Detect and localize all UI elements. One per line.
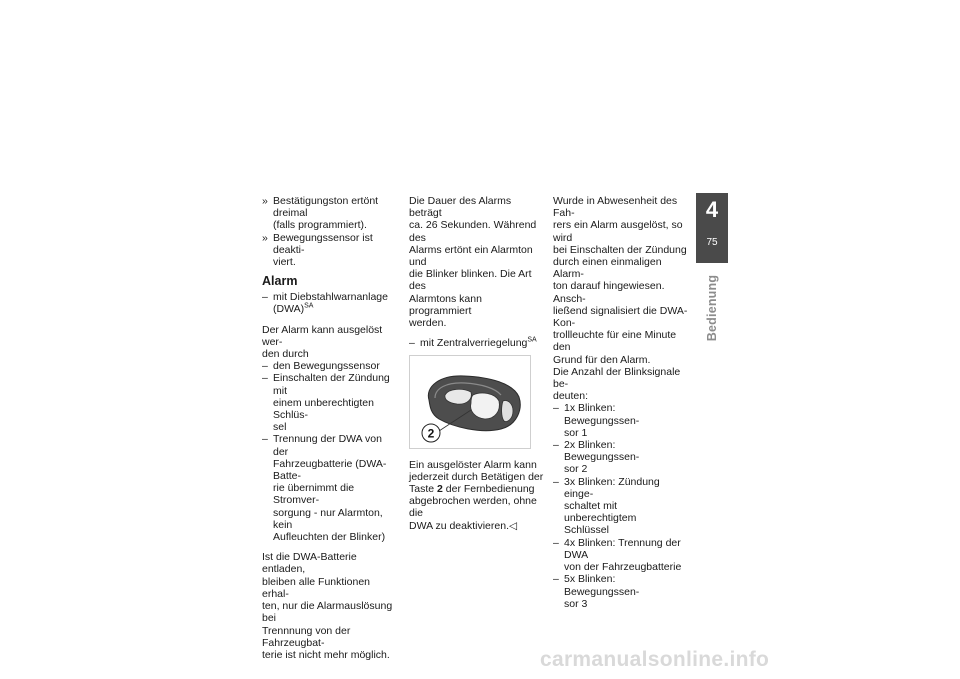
list-item: – 2x Blinken: Bewegungssen- sor 2 <box>553 439 640 476</box>
key-fob-button-2 <box>471 393 500 419</box>
dash-marker: – <box>262 360 268 373</box>
list-item: – 3x Blinken: Zündung einge- schaltet mit unberechtigtem Schlüssel <box>553 475 660 537</box>
zv-item: – mit Zentralverriegelung$^{SA}$ <box>409 336 537 350</box>
column-left <box>262 195 398 661</box>
end-mark-icon: ◁ <box>509 519 518 532</box>
signal-count-paragraph: Die Anzahl der Blinksignale be- deuten: <box>553 365 681 403</box>
absence-paragraph: Wurde in Abwesenheit des Fah- rers ein Alarm ausgelöst, so wird bei Einschalten der Zündung durch einen einmaligen Alarm- ton darauf hingewiesen. Ansch- ließend signalisiert die DWA-Kon- trollleuchte für eine Minute den Grund für den Alarm. <box>553 195 688 366</box>
page-number: 75 <box>706 237 718 248</box>
duration-paragraph: Die Dauer des Alarms beträgt ca. 26 Sekunden. Während des Alarms ertönt ein Alarmton und die Blinker blinken. Die Art des Alarmtons kann programmiert werden. <box>409 195 537 330</box>
alarm-intro: Der Alarm kann ausgelöst wer- den durch <box>262 323 383 361</box>
dash-marker: – <box>262 372 268 385</box>
dash-marker: – <box>262 291 268 304</box>
bullet-marker: » <box>262 195 268 207</box>
dash-marker: – <box>553 402 559 415</box>
sa-superscript: SA <box>304 302 314 310</box>
column-right <box>553 195 689 610</box>
bullet-item: » Bewegungssensor ist deakti- viert. <box>262 231 373 269</box>
alarm-causes-list <box>262 360 398 543</box>
cancel-paragraph: Ein ausgelöster Alarm kann jederzeit durch Betätigen der Taste 2 der Fernbedienung abgebrochen werden, ohne die DWA zu deaktivieren.◁ <box>409 458 544 532</box>
dash-marker: – <box>553 536 559 549</box>
battery-paragraph: Ist die DWA-Batterie entladen, bleiben alle Funktionen erhal- ten, nur die Alarmauslösung bei Trennnung von der Fahrzeugbat- terie ist nicht mehr möglich. <box>262 551 393 661</box>
column-middle <box>409 195 545 532</box>
chapter-number: 4 <box>705 197 719 222</box>
key-reference: 2 <box>437 483 443 496</box>
section-heading-alarm: Alarm <box>262 274 298 289</box>
key-fob-figure <box>409 355 531 449</box>
list-item: – 1x Blinken: Bewegungssen- sor 1 <box>553 402 640 439</box>
list-item: – Trennung der DWA von der Fahrzeugbatterie (DWA-Batte- rie übernimmt die Stromver- sorgung - nur Alarmton, kein Aufleuchten der Blinker) <box>262 433 387 544</box>
sa-superscript: SA <box>527 336 537 344</box>
bullet-marker: » <box>262 231 268 244</box>
dash-marker: – <box>553 475 559 488</box>
chapter-tab <box>696 193 728 273</box>
sa-item: – mit Diebstahlwarnanlage (DWA)$^{SA}$ <box>262 291 388 316</box>
watermark: carmanualsonline.info <box>540 648 770 671</box>
key-fob-button-1 <box>445 390 472 405</box>
dash-marker: – <box>409 337 415 350</box>
signal-list <box>553 402 689 609</box>
list-item: – Einschalten der Zündung mit einem unberechtigten Schlüs- sel <box>262 372 390 434</box>
status-bullet-list <box>262 195 398 268</box>
list-item: – 5x Blinken: Bewegungssen- sor 3 <box>553 573 640 610</box>
key-fob-button-3 <box>502 401 513 422</box>
bullet-item: » Bestätigungston ertönt dreimal (falls programmiert). <box>262 195 379 232</box>
dash-marker: – <box>262 433 268 446</box>
callout-label-2: 2 <box>427 426 435 441</box>
chapter-title: Bedienung <box>705 274 719 342</box>
dash-marker: – <box>553 573 559 586</box>
list-item: – den Bewegungssensor <box>262 360 380 373</box>
list-item: – 4x Blinken: Trennung der DWA von der Fahrzeugbatterie <box>553 536 682 574</box>
dash-marker: – <box>553 439 559 452</box>
